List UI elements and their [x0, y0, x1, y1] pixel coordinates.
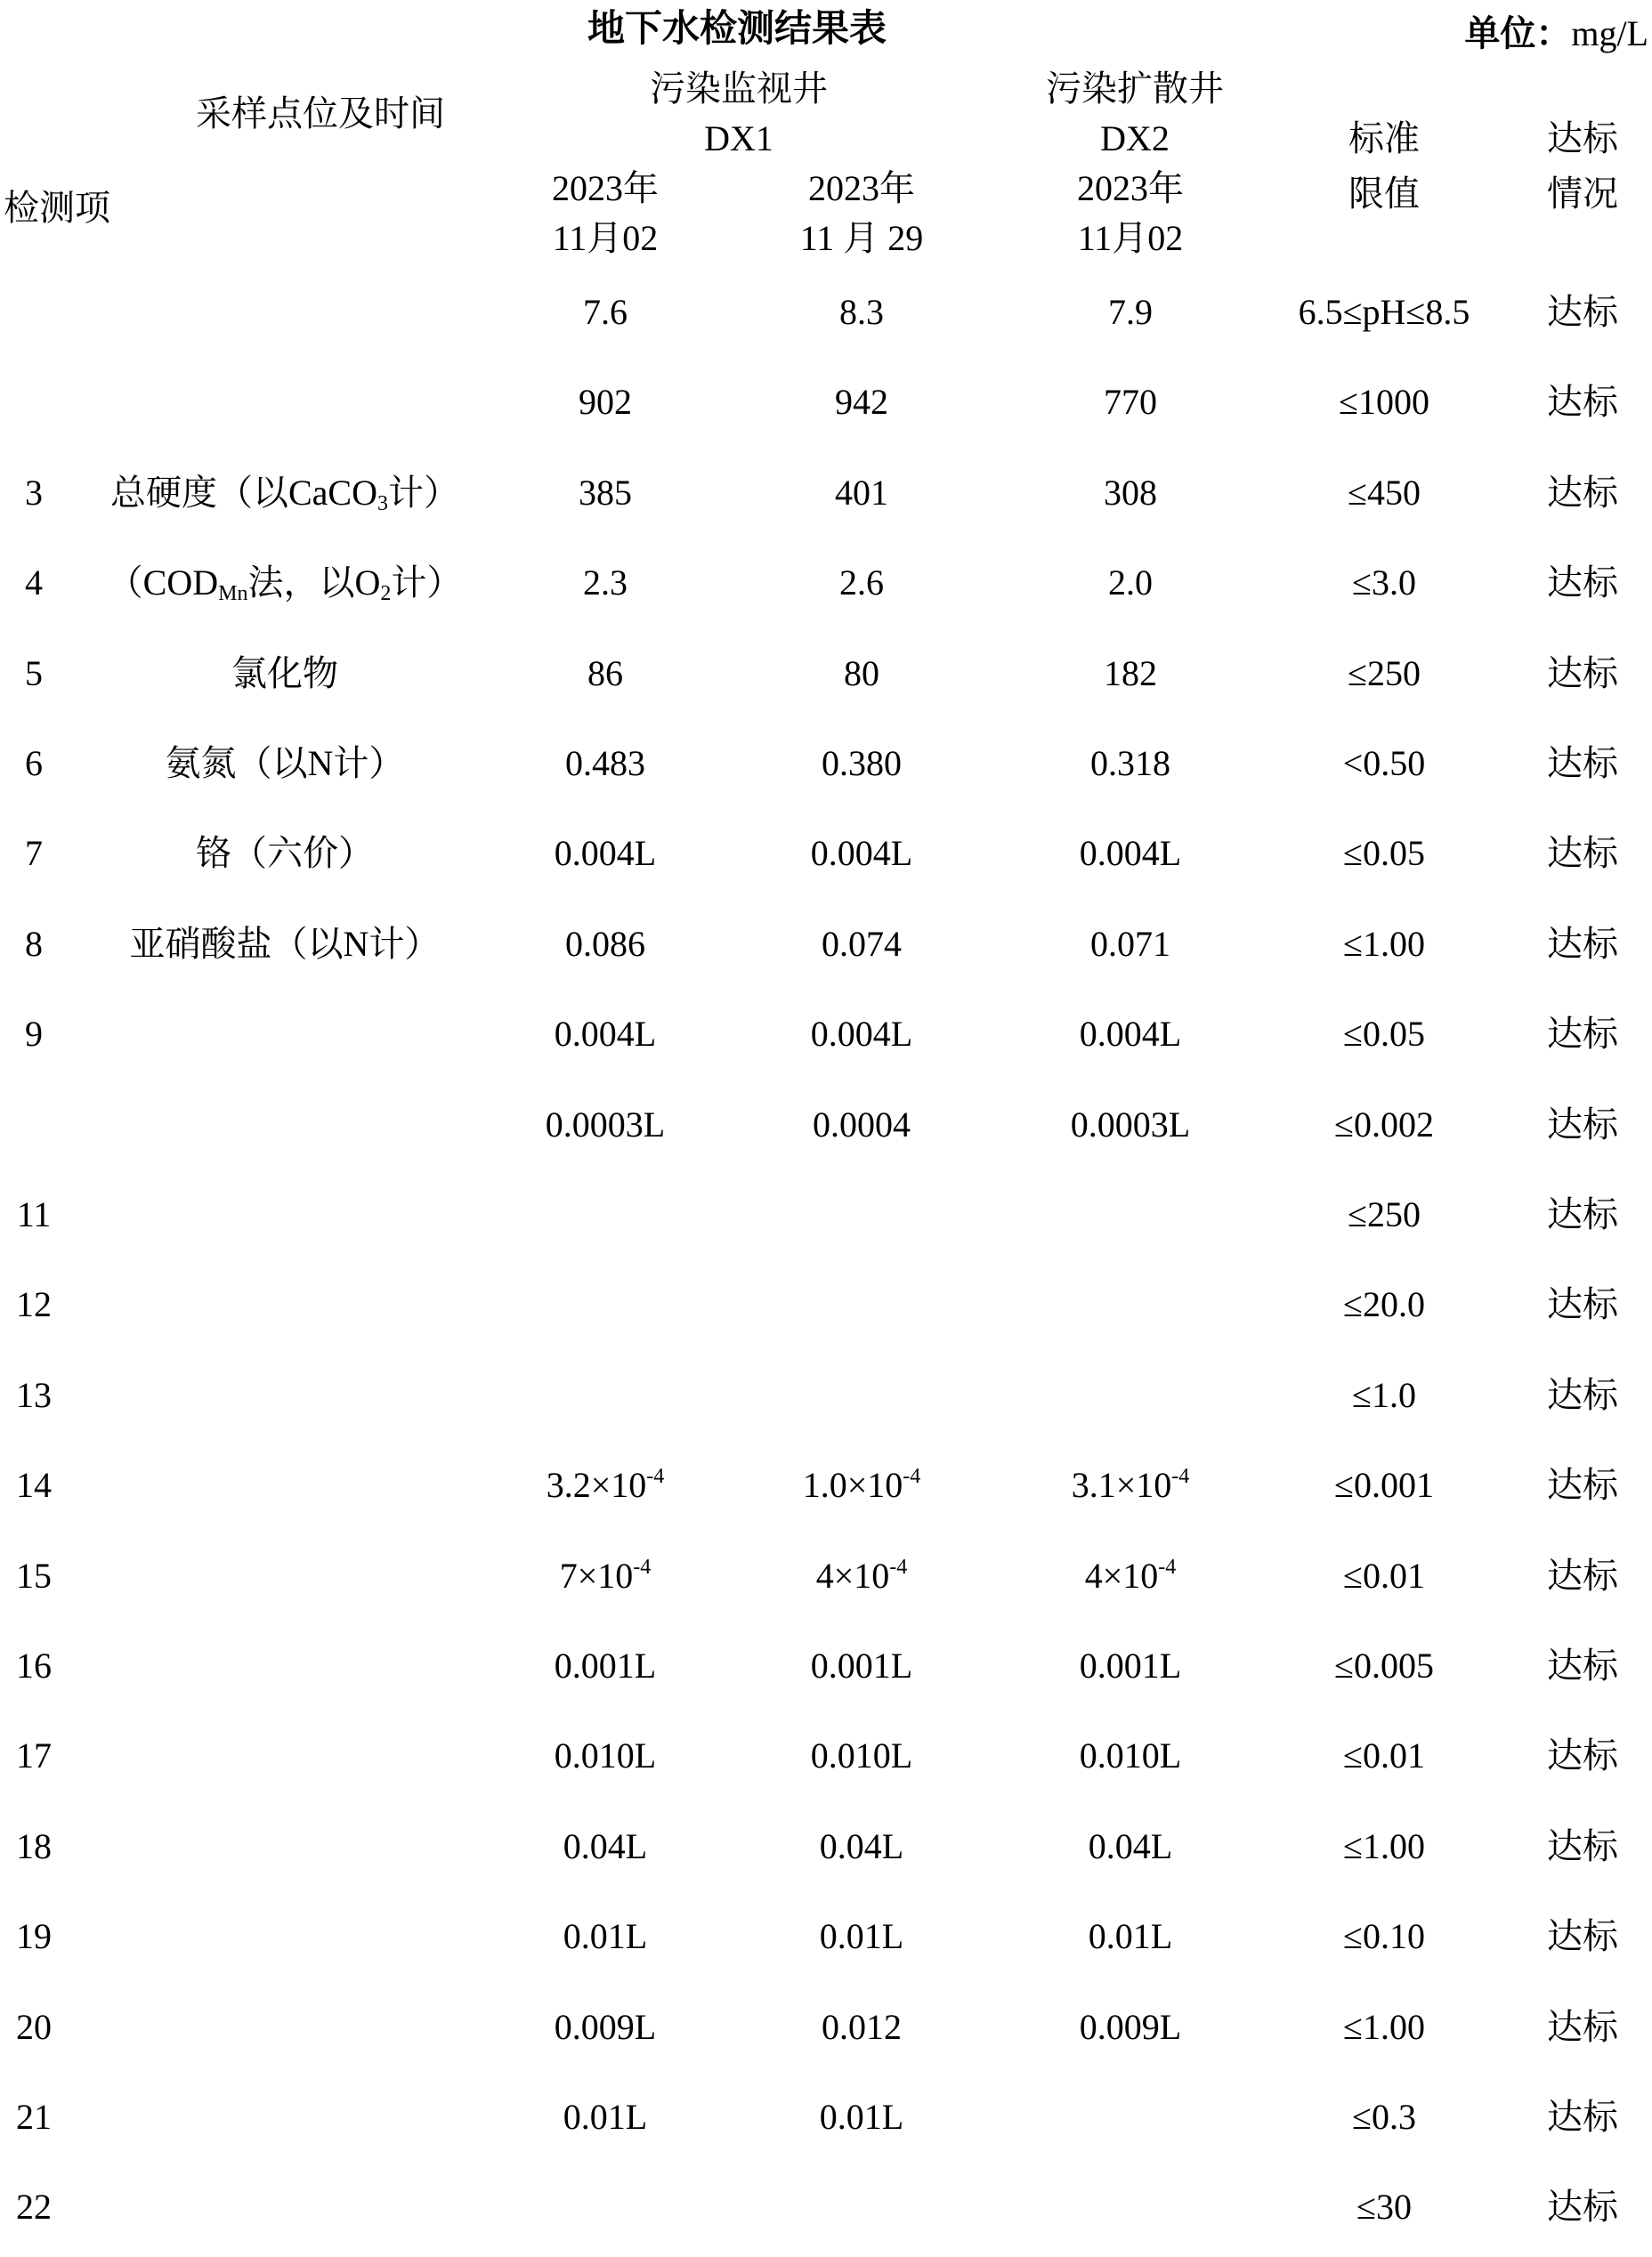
row-dx1-1129: [755, 1816, 968, 1878]
row-dx2-1102-text: 182: [1104, 652, 1157, 693]
row-dx1-1129: [755, 1635, 968, 1697]
row-dx1-1129-text: 0.380: [822, 743, 902, 783]
row-dx1-1102: [498, 552, 712, 614]
row-standard: [1246, 371, 1522, 433]
row-dx2-1102-v3-sup: -4: [1158, 1555, 1177, 1579]
row-number: [0, 2176, 68, 2238]
row-status: [1513, 1816, 1652, 1878]
row-dx1-1102: [498, 1094, 712, 1156]
row-dx2-1102: [1024, 281, 1237, 344]
table-row: [0, 1725, 1652, 1787]
row-number-text: 19: [16, 1916, 52, 1957]
row-status-text: 达标: [1547, 1555, 1618, 1596]
table-row: [0, 1184, 1652, 1246]
row-status-text: 达标: [1547, 833, 1618, 874]
row-number-text: 8: [25, 923, 43, 964]
row-number-text: 7: [25, 833, 43, 874]
row-number-text: 20: [16, 2006, 52, 2047]
row-number: [0, 1816, 68, 1878]
row-dx1-1129-v2-sup: -4: [889, 1555, 908, 1579]
row-status: [1513, 552, 1652, 614]
row-standard-text: <0.50: [1342, 743, 1426, 783]
row-dx1-1102: [498, 732, 712, 795]
row-standard-text: ≤1000: [1339, 382, 1429, 423]
row-number-text: 21: [16, 2097, 52, 2137]
row-dx1-1102-text: 385: [579, 472, 632, 513]
row-dx1-1129: [755, 1725, 968, 1787]
table-row: [0, 1364, 1652, 1427]
row-number: [0, 2086, 68, 2148]
row-standard: [1246, 1364, 1522, 1427]
row-standard-text: ≤0.10: [1343, 1916, 1425, 1957]
row-dx2-1102: [1024, 1635, 1237, 1697]
row-standard-text: ≤0.01: [1343, 1735, 1425, 1776]
row-status-text: 达标: [1547, 1465, 1618, 1506]
row-dx1-1102: [498, 1996, 712, 2059]
row-dx1-1129-text: 0.0004: [813, 1104, 911, 1145]
row-status: [1513, 643, 1652, 705]
row-dx1-1102-text: 0.01L: [563, 1916, 648, 1957]
row-standard: [1246, 822, 1522, 885]
row-status: [1513, 1184, 1652, 1246]
row-item-text: 亚硝酸盐（以N计）: [129, 923, 441, 964]
row-status: [1513, 371, 1652, 433]
table-row: [0, 643, 1652, 705]
row-dx1-1102: [498, 913, 712, 975]
row-dx1-1129-text: 8.3: [839, 292, 884, 332]
row-number: [0, 1725, 68, 1787]
row-status: [1513, 1274, 1652, 1336]
header-date1-year: 2023年: [552, 168, 659, 208]
row-dx1-1129-text: 0.004L: [810, 833, 913, 874]
row-dx2-1102-text: 0.04L: [1088, 1825, 1173, 1866]
table-row: [0, 2086, 1652, 2148]
row-dx2-1102-text: 0.009L: [1079, 2006, 1182, 2047]
row-standard: [1246, 2176, 1522, 2238]
row-number: [0, 1454, 68, 1517]
row-dx2-1102: [1024, 1545, 1237, 1607]
row-status: [1513, 2086, 1652, 2148]
table-row: [0, 1545, 1652, 1607]
header-standard-1: 标准: [1348, 118, 1420, 158]
row-standard: [1246, 1635, 1522, 1697]
row-status-text: 达标: [1547, 1194, 1618, 1234]
row-item-item-sub: 3: [377, 491, 388, 515]
row-dx2-1102-text: 0.004L: [1079, 833, 1182, 874]
row-standard-text: ≤0.005: [1334, 1646, 1434, 1686]
row-dx1-1129-text: 0.01L: [819, 1916, 904, 1957]
row-dx2-1102-v3-sup: -4: [1171, 1465, 1190, 1489]
row-status: [1513, 1996, 1652, 2059]
row-dx1-1102-text: 0.01L: [563, 2097, 648, 2137]
row-item-text: 氯化物: [231, 652, 338, 693]
row-dx2-1102: [1024, 552, 1237, 614]
row-standard: [1246, 1274, 1522, 1336]
row-dx1-1102-text: 0.009L: [554, 2006, 657, 2047]
unit-value: mg/L: [1571, 13, 1648, 53]
row-number: [0, 1274, 68, 1336]
row-status-text: 达标: [1547, 382, 1618, 423]
header-well1-code: DX1: [704, 118, 773, 158]
row-dx1-1129: [755, 643, 968, 705]
row-dx1-1102-text: 0.483: [565, 743, 645, 783]
row-dx1-1129: [755, 281, 968, 344]
row-number: [0, 1184, 68, 1246]
unit-label-text: 单位：: [1464, 13, 1572, 53]
row-status: [1513, 822, 1652, 885]
table-row: [0, 1905, 1652, 1968]
row-status-text: 达标: [1547, 923, 1618, 964]
row-dx1-1102: [498, 1003, 712, 1065]
row-number: [0, 552, 68, 614]
row-dx1-1129: [755, 913, 968, 975]
table-row: [0, 732, 1652, 795]
row-dx2-1102: [1024, 1816, 1237, 1878]
row-standard-text: ≤1.0: [1352, 1374, 1416, 1415]
row-dx1-1102: [498, 281, 712, 344]
row-standard-text: ≤3.0: [1352, 562, 1416, 603]
row-item: [89, 822, 481, 885]
row-item-item-tail: 计）: [388, 472, 459, 513]
table-row: [0, 1635, 1652, 1697]
row-standard-text: 6.5≤pH≤8.5: [1298, 292, 1470, 332]
row-number: [0, 1905, 68, 1968]
row-dx1-1129: [755, 1454, 968, 1517]
row-standard-text: ≤450: [1348, 472, 1421, 513]
row-status-text: 达标: [1547, 1825, 1618, 1866]
row-dx1-1129-text: 0.004L: [810, 1014, 913, 1055]
table-row: [0, 552, 1652, 614]
row-number: [0, 643, 68, 705]
row-number-text: 16: [16, 1646, 52, 1686]
row-status-text: 达标: [1547, 472, 1618, 513]
row-status: [1513, 732, 1652, 795]
row-standard: [1246, 1545, 1522, 1607]
row-dx1-1102: [498, 822, 712, 885]
row-status-text: 达标: [1547, 2187, 1618, 2228]
row-dx1-1102: [498, 1905, 712, 1968]
row-status: [1513, 913, 1652, 975]
row-item: [89, 732, 481, 795]
row-status-text: 达标: [1547, 743, 1618, 783]
row-dx1-1102-text: 0.086: [565, 923, 645, 964]
row-status: [1513, 1364, 1652, 1427]
row-dx2-1102-text: 3.1×10: [1071, 1465, 1172, 1506]
row-dx1-1129: [755, 732, 968, 795]
row-number: [0, 732, 68, 795]
row-standard-text: ≤0.05: [1343, 1014, 1425, 1055]
row-number: [0, 1364, 68, 1427]
row-dx1-1129: [755, 1905, 968, 1968]
page-title: 地下水检测结果表: [587, 6, 887, 50]
table-row: [0, 462, 1652, 524]
row-dx2-1102: [1024, 1905, 1237, 1968]
table-row: [0, 1274, 1652, 1336]
row-dx2-1102-text: 0.004L: [1079, 1014, 1182, 1055]
row-number-text: 13: [16, 1374, 52, 1415]
row-dx1-1129-text: 0.01L: [819, 2097, 904, 2137]
row-status-text: 达标: [1547, 1735, 1618, 1776]
row-item-text: （COD: [107, 562, 219, 603]
row-standard-text: ≤30: [1356, 2187, 1412, 2228]
row-number-text: 18: [16, 1825, 52, 1866]
table-row: [0, 1003, 1652, 1065]
row-dx2-1102-text: 0.318: [1090, 743, 1170, 783]
header-status-2: 情况: [1547, 174, 1618, 214]
row-dx2-1102: [1024, 1725, 1237, 1787]
table-row: [0, 1454, 1652, 1517]
row-dx2-1102-text: 0.001L: [1079, 1646, 1182, 1686]
row-standard: [1246, 1184, 1522, 1246]
row-dx2-1102: [1024, 1454, 1237, 1517]
row-standard-text: ≤0.001: [1334, 1465, 1434, 1506]
table-row: [0, 1094, 1652, 1156]
row-standard-text: ≤0.01: [1343, 1555, 1425, 1596]
row-dx2-1102: [1024, 913, 1237, 975]
row-dx1-1129-text: 0.04L: [819, 1825, 904, 1866]
header-standard-2: 限值: [1348, 174, 1420, 214]
table-row: [0, 1816, 1652, 1878]
row-status: [1513, 281, 1652, 344]
row-dx2-1102-text: 0.01L: [1088, 1916, 1173, 1957]
row-dx1-1102-text: 0.04L: [563, 1825, 648, 1866]
row-standard: [1246, 643, 1522, 705]
row-status: [1513, 1003, 1652, 1065]
header-well2-code: DX2: [1100, 118, 1170, 158]
row-status-text: 达标: [1547, 292, 1618, 332]
row-status-text: 达标: [1547, 1104, 1618, 1145]
row-dx1-1102: [498, 1454, 712, 1517]
row-dx1-1102-text: 3.2×10: [546, 1465, 647, 1506]
row-standard: [1246, 732, 1522, 795]
table-row: [0, 1996, 1652, 2059]
row-standard-text: ≤0.002: [1334, 1104, 1434, 1145]
row-dx1-1129: [755, 1003, 968, 1065]
row-number-text: 12: [16, 1284, 52, 1325]
row-status: [1513, 1094, 1652, 1156]
row-status-text: 达标: [1547, 1916, 1618, 1957]
row-standard-text: ≤1.00: [1343, 1825, 1425, 1866]
row-standard: [1246, 1905, 1522, 1968]
row-standard: [1246, 1094, 1522, 1156]
row-item-item-sub: Mn: [218, 582, 248, 606]
row-item-text: 氨氮（以N计）: [165, 743, 405, 783]
row-dx2-1102-text: 0.010L: [1079, 1735, 1182, 1776]
row-status-text: 达标: [1547, 2006, 1618, 2047]
row-dx1-1102-text: 0.0003L: [545, 1104, 666, 1145]
row-dx1-1102: [498, 1545, 712, 1607]
row-status-text: 达标: [1547, 652, 1618, 693]
row-dx1-1129-text: 2.6: [839, 562, 884, 603]
row-standard: [1246, 1996, 1522, 2059]
row-standard: [1246, 281, 1522, 344]
row-dx1-1102-text: 7×10: [559, 1555, 634, 1596]
row-number-text: 3: [25, 472, 43, 513]
row-standard: [1246, 913, 1522, 975]
row-status-text: 达标: [1547, 1284, 1618, 1325]
row-dx1-1102-text: 0.004L: [554, 1014, 657, 1055]
row-dx2-1102: [1024, 462, 1237, 524]
row-dx1-1102: [498, 643, 712, 705]
row-dx1-1129: [755, 1545, 968, 1607]
row-status: [1513, 2176, 1652, 2238]
row-number: [0, 1996, 68, 2059]
header-well1-name: 污染监视井: [650, 69, 828, 109]
row-dx2-1102: [1024, 732, 1237, 795]
row-standard: [1246, 462, 1522, 524]
row-status: [1513, 462, 1652, 524]
row-dx2-1102-text: 0.071: [1090, 923, 1170, 964]
row-status-text: 达标: [1547, 562, 1618, 603]
row-standard-text: ≤1.00: [1343, 923, 1425, 964]
row-item-item-sub2: 2: [380, 582, 392, 606]
row-dx2-1102-text: 308: [1104, 472, 1157, 513]
row-dx1-1102: [498, 2086, 712, 2148]
header-date1-day: 11月02: [552, 218, 659, 258]
row-dx2-1102: [1024, 1094, 1237, 1156]
row-number: [0, 913, 68, 975]
row-status: [1513, 1545, 1652, 1607]
row-number: [0, 1635, 68, 1697]
row-dx1-1129-text: 401: [835, 472, 888, 513]
row-standard-text: ≤1.00: [1343, 2006, 1425, 2047]
row-dx1-1129-text: 0.001L: [810, 1646, 913, 1686]
row-dx1-1129-text: 4×10: [815, 1555, 890, 1596]
header-date2-year: 2023年: [808, 168, 915, 208]
row-dx1-1129-text: 942: [835, 382, 888, 423]
row-number: [0, 462, 68, 524]
row-dx1-1129: [755, 1996, 968, 2059]
row-dx2-1102-text: 2.0: [1108, 562, 1153, 603]
row-status: [1513, 1454, 1652, 1517]
header-item: 检测项: [4, 188, 110, 228]
row-item-text: 总硬度（以CaCO: [110, 472, 377, 513]
row-item: [89, 552, 481, 614]
row-dx1-1102-text: 902: [579, 382, 632, 423]
row-item: [89, 462, 481, 524]
table-row: [0, 371, 1652, 433]
row-dx2-1102-text: 7.9: [1108, 292, 1153, 332]
row-item: [89, 643, 481, 705]
row-dx2-1102: [1024, 1003, 1237, 1065]
row-dx1-1129-text: 80: [844, 652, 879, 693]
row-dx1-1102: [498, 462, 712, 524]
row-item-item-tail: 法，以O: [247, 562, 381, 603]
row-dx1-1129-text: 0.012: [822, 2006, 902, 2047]
row-number-text: 9: [25, 1014, 43, 1055]
row-status: [1513, 1905, 1652, 1968]
row-dx1-1102-text: 2.3: [583, 562, 628, 603]
row-dx2-1102: [1024, 822, 1237, 885]
row-number-text: 6: [25, 743, 43, 783]
row-dx2-1102: [1024, 643, 1237, 705]
row-dx1-1102: [498, 1816, 712, 1878]
row-dx1-1102-text: 7.6: [583, 292, 628, 332]
row-status-text: 达标: [1547, 1374, 1618, 1415]
row-dx2-1102: [1024, 371, 1237, 433]
row-dx1-1129-text: 0.010L: [810, 1735, 913, 1776]
row-number-text: 15: [16, 1555, 52, 1596]
header-sampling: 采样点位及时间: [196, 93, 445, 133]
row-standard: [1246, 2086, 1522, 2148]
table-row: [0, 913, 1652, 975]
header-date2-day: 11 月 29: [799, 218, 924, 258]
header-date3-year: 2023年: [1077, 168, 1184, 208]
table-row: [0, 822, 1652, 885]
row-number: [0, 1003, 68, 1065]
row-dx1-1102: [498, 371, 712, 433]
row-standard: [1246, 1454, 1522, 1517]
row-standard: [1246, 1725, 1522, 1787]
row-dx1-1129: [755, 822, 968, 885]
row-number-text: 4: [25, 562, 43, 603]
row-dx1-1129-text: 1.0×10: [802, 1465, 903, 1506]
row-dx1-1102: [498, 1635, 712, 1697]
header-status-1: 达标: [1547, 118, 1618, 158]
header-well2-name: 污染扩散井: [1046, 69, 1224, 109]
row-status-text: 达标: [1547, 2097, 1618, 2137]
row-dx2-1102-text: 4×10: [1084, 1555, 1159, 1596]
row-number: [0, 1545, 68, 1607]
row-dx1-1102-v1-sup: -4: [646, 1465, 665, 1489]
row-standard-text: ≤20.0: [1343, 1284, 1425, 1325]
row-number-text: 5: [25, 652, 43, 693]
row-standard-text: ≤250: [1348, 1194, 1421, 1234]
row-status: [1513, 1635, 1652, 1697]
row-dx2-1102-text: 770: [1104, 382, 1157, 423]
row-standard: [1246, 552, 1522, 614]
row-item: [89, 913, 481, 975]
row-status-text: 达标: [1547, 1646, 1618, 1686]
row-dx1-1129: [755, 1094, 968, 1156]
row-dx2-1102-text: 0.0003L: [1070, 1104, 1191, 1145]
row-number-text: 17: [16, 1735, 52, 1776]
row-item-item-tail2: 计）: [391, 562, 463, 603]
row-dx2-1102: [1024, 1996, 1237, 2059]
row-dx1-1102-v1-sup: -4: [633, 1555, 652, 1579]
row-dx1-1129-v2-sup: -4: [903, 1465, 921, 1489]
row-dx1-1102-text: 0.001L: [554, 1646, 657, 1686]
row-dx1-1129: [755, 2086, 968, 2148]
row-item-text: 铬（六价）: [196, 833, 374, 874]
row-standard-text: ≤0.05: [1343, 833, 1425, 874]
row-status: [1513, 1725, 1652, 1787]
row-number: [0, 822, 68, 885]
row-dx1-1129: [755, 552, 968, 614]
row-standard-text: ≤0.3: [1352, 2097, 1416, 2137]
row-dx1-1129-text: 0.074: [822, 923, 902, 964]
row-status-text: 达标: [1547, 1014, 1618, 1055]
table-row: [0, 281, 1652, 344]
table-row: [0, 2176, 1652, 2238]
header-date3-day: 11月02: [1077, 218, 1184, 258]
row-dx1-1102: [498, 1725, 712, 1787]
row-dx1-1129: [755, 462, 968, 524]
unit-label: [1464, 9, 1648, 59]
row-standard-text: ≤250: [1348, 652, 1421, 693]
row-dx1-1102-text: 86: [587, 652, 623, 693]
row-standard: [1246, 1003, 1522, 1065]
row-number-text: 22: [16, 2187, 52, 2228]
row-number-text: 11: [16, 1194, 52, 1234]
row-dx1-1129: [755, 371, 968, 433]
row-number-text: 14: [16, 1465, 52, 1506]
row-dx1-1102-text: 0.004L: [554, 833, 657, 874]
row-standard: [1246, 1816, 1522, 1878]
row-dx1-1102-text: 0.010L: [554, 1735, 657, 1776]
